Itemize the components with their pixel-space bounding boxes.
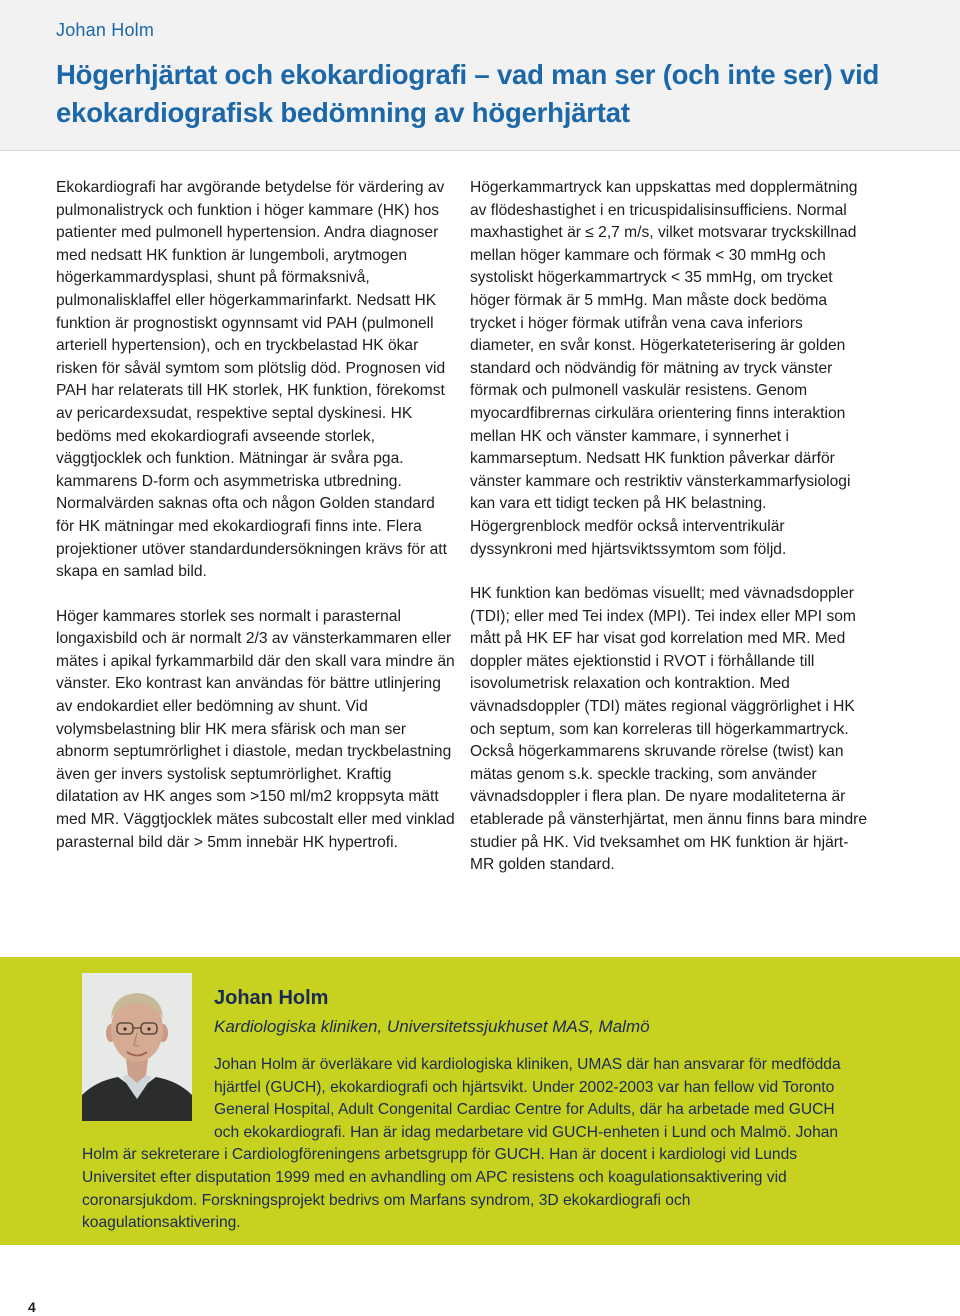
left-column bbox=[56, 177, 456, 854]
bio-name: Johan Holm bbox=[214, 987, 329, 1009]
paragraph: Högerkammartryck kan uppskattas med dopplermätning av flödeshastighet i en tricuspidalisinsufficiens. Normal maxhastighet är ≤ 2,7 m/s, vilket motsvarar tryckskillnad mellan höger kammare och förmak < 30 mmHg och systoliskt högerkammartryck < 35 mmHg, om trycket höger förmak är 5 mmHg. Man måste dock bedöma trycket i höger förmak utifrån vena cava inferiors diameter, en svår konst. Högerkateterisering är golden standard och nödvändig för mätning av tryck vänster förmak och pulmonell vaskulär resistens. Genom myocardfibrernas cirkulära orientering finns interaktion mellan HK och vänster kammare, i synnerhet i kammarseptum. Nedsatt HK funktion påverkar därför vänster kammare och restriktiv vänsterkammarfysiologi kan vara ett tidigt tecken på HK belastning. Högergrenblock medför också interventrikulär dyssynkroni med hjärtsviktssymtom som följd. bbox=[470, 179, 858, 558]
bio-affiliation: Kardiologiska kliniken, Universitetssjukhuset MAS, Malmö bbox=[214, 1017, 650, 1036]
paragraph: Ekokardiografi har avgörande betydelse för värdering av pulmonalistryck och funktion i höger kammare (HK) hos patienter med pulmonell hypertension. Andra diagnoser med nedsatt HK funktion är lungemboli, arytmogen högerkammardysplasi, shunt på förmaksnivå, pulmonalisklaffel eller högerkammarinfarkt. Nedsatt HK funktion är prognostiskt ogynnsamt vid PAH (pulmonell arteriell hypertension), och en tryckbelastad HK ökar risken för såväl symtom som plötslig död. Prognosen vid PAH har relaterats till HK storlek, HK funktion, förekomst av pericardexsudat, respektive septal dyskinesi. HK bedöms med ekokardiografi avseende storlek, väggtjocklek och funktion. Mätningar är svåra pga. kammarens D-form och asymmetriska utbredning. Normalvärden saknas ofta och någon Golden standard för HK mätningar med ekokardiografi finns inte. Flera projektioner utöver standardundersökningen krävs för att skapa en samlad bild. bbox=[56, 179, 447, 581]
author-name: Johan Holm bbox=[56, 20, 155, 40]
paragraph: Höger kammares storlek ses normalt i parasternal longaxisbild och är normalt 2/3 av vänsterkammaren eller mätes i apikal fyrkammarbild där den skall vara mindre än vänster. Eko kontrast kan användas för bättre utlinjering av endokardiet eller bedömning av shunt. Vid volymsbelastning blir HK mera sfärisk och man ser abnorm septumrörlighet i diastole, medan tryckbelastning även ger invers systolisk septumrörlighet. Kraftig dilatation av HK anges som >150 ml/m2 kroppsyta mätt med MR. Väggtjocklek mätes subcostalt eller med vinklad parasternal bild där > 5mm innebär HK hypertrofi. bbox=[56, 607, 455, 851]
article-header bbox=[0, 0, 960, 151]
bio-text: Johan Holm är överläkare vid kardiologiska kliniken, UMAS där han ansvarar för medfödda hjärtfel (GUCH), ekokardiografi och hjärtsvikt. Under 2002-2003 var han fellow vid Toronto General Hospital, Adult Congenital Cardiac Centre for Adults, där ha arbetade med GUCH och ekokardiografi. Han är idag medarbetare vid GUCH-enheten i Lund och Malmö. Johan Holm är sekreterare i Cardiologföreningens arbetsgrupp för GUCH. Han är docent i kardiologi vid Lunds Universitet efter disputation 1999 med en avhandling om APC resistens och koagulationsaktivering vid coronarsjukdom. Forskningsprojekt bedrivs om Marfans syndrom, 3D ekokardiografi och koagulationsaktivering. bbox=[82, 1056, 841, 1232]
article-title: Högerhjärtat och ekokardiografi – vad man ser (och inte ser) vid ekokardiografisk bedömning av högerhjärtat bbox=[56, 59, 880, 128]
author-bio-box bbox=[0, 957, 960, 1245]
page-number: 4 bbox=[28, 1299, 36, 1315]
paragraph: HK funktion kan bedömas visuellt; med vävnadsdoppler (TDI); eller med Tei index (MPI). Tei index eller MPI som mått på HK EF har visat god korrelation med MR. Med doppler mätes ejektionstid i RVOT i förhållande till isovolumetrisk relaxation och kontraktion. Med vävnadsdoppler (TDI) mätes regional väggrörlighet i HK och septum, som kan korreleras till högerkammartryck. Också högerkammarens skruvande rörelse (twist) kan mätas genom s.k. speckle tracking, som använder vävnadsdoppler i flera plan. De nyare modaliteterna är etablerade på vänsterhjärtat, men ännu finns bara mindre studier på HK. Vid tveksamhet om HK funktion är hjärt-MR golden standard. bbox=[470, 585, 868, 874]
right-column bbox=[470, 177, 870, 877]
